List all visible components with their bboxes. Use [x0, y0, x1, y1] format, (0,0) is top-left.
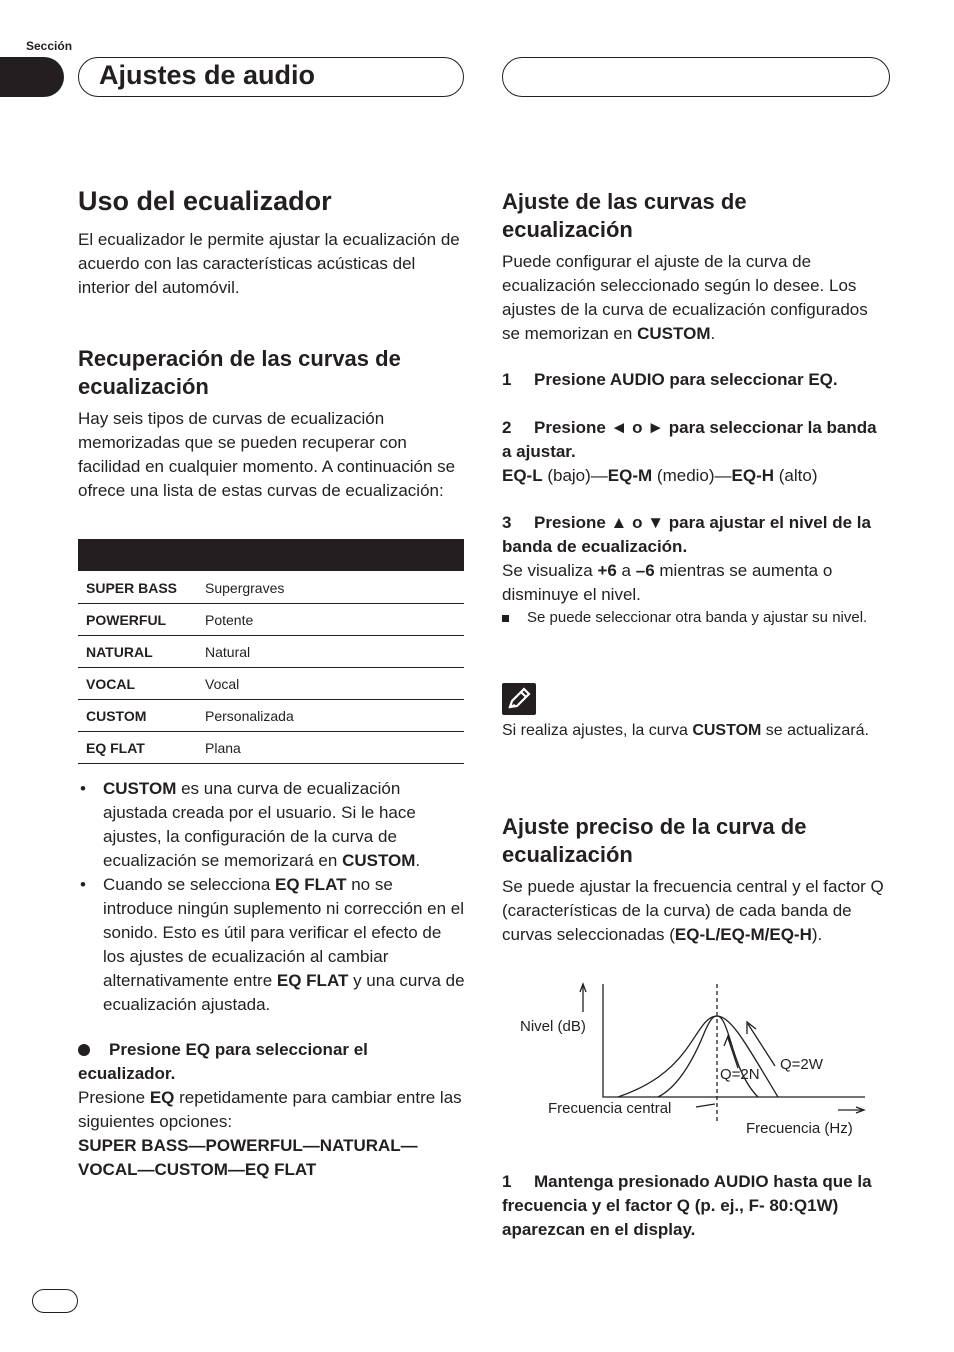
press-eq-body: Presione EQ repetidamente para cambiar entre las siguientes opciones: — [78, 1088, 462, 1131]
note-pencil-icon — [502, 683, 536, 715]
bullet-dot: • — [80, 875, 86, 894]
eq-curve-diagram — [500, 976, 900, 1146]
table-value: Supergraves — [205, 572, 464, 604]
adjust-body: Puede configurar el ajuste de la curva de ecualización seleccionado según lo desee. Los ajustes de la curva de ecualización configurados se memorizan en CUSTOM. — [502, 252, 868, 343]
notes-list — [78, 777, 466, 1017]
table-row — [78, 604, 464, 636]
table-row — [78, 668, 464, 700]
frequency-axis-label: Frecuencia (Hz) — [746, 1120, 853, 1137]
list-item: • Cuando se selecciona EQ FLAT no se introduce ningún suplemento ni corrección en el sonido. Esto es útil para verificar el efecto de los ajustes de ecualización al cambiar alternativamente entre EQ FLAT y una curva de ecualización ajustada. — [80, 875, 465, 1014]
table-row — [78, 732, 464, 764]
main-title: Uso del ecualizador — [78, 186, 332, 216]
eq-curves-table — [78, 572, 464, 764]
recall-body: Hay seis tipos de curvas de ecualización memorizadas que se pueden recuperar con facilidad en cualquier momento. A continuación se ofrece una lista de estas curvas de ecualización: — [78, 409, 456, 500]
recall-title: Recuperación de las curvas de ecualización — [78, 346, 401, 399]
section-title: Ajustes de audio — [99, 60, 316, 90]
section-label: Sección — [26, 39, 73, 53]
table-value: Natural — [205, 636, 464, 668]
adjust-title: Ajuste de las curvas de ecualización — [502, 189, 747, 242]
page-number-box — [32, 1289, 78, 1313]
table-row — [78, 636, 464, 668]
fine-body: Se puede ajustar la frecuencia central y el factor Q (características de la curva) de cada banda de curvas seleccionadas (EQ-L/EQ-M/EQ-H). — [502, 877, 884, 944]
bullet-dot: • — [80, 779, 86, 798]
step-3-note: Se puede seleccionar otra banda y ajustar su nivel. — [502, 606, 888, 630]
table-value: Potente — [205, 604, 464, 636]
header-empty-box — [502, 57, 890, 97]
table-value: Personalizada — [205, 700, 464, 732]
press-eq-block — [78, 1038, 466, 1182]
table-row — [78, 700, 464, 732]
square-bullet-icon — [502, 615, 509, 622]
table-key: EQ FLAT — [78, 732, 205, 764]
list-item: • CUSTOM es una curva de ecualización ajustada creada por el usuario. Si le hace ajustes, la configuración de la curva de ecualización se memorizará en CUSTOM. — [80, 779, 421, 870]
table-key: NATURAL — [78, 636, 205, 668]
step-final: 1 Mantenga presionado AUDIO hasta que la frecuencia y el factor Q (p. ej., F- 80:Q1W) aparezcan en el display. — [502, 1172, 872, 1239]
section-tab — [0, 57, 64, 97]
step-3: 3 Presione ▲ o ▼ para ajustar el nivel de la banda de ecualización. — [502, 513, 871, 556]
table-value: Plana — [205, 732, 464, 764]
table-row — [78, 572, 464, 604]
step-3-body: Se visualiza +6 a –6 mientras se aumenta o disminuye el nivel. — [502, 561, 833, 604]
center-frequency-label: Frecuencia central — [548, 1100, 672, 1117]
level-label: Nivel (dB) — [520, 1018, 586, 1035]
q2n-label: Q=2N — [720, 1066, 760, 1083]
step-2: 2 Presione ◄ o ► para seleccionar la banda a ajustar. — [502, 418, 877, 461]
q2w-label: Q=2W — [780, 1056, 823, 1073]
table-key: POWERFUL — [78, 604, 205, 636]
options-line-1: SUPER BASS—POWERFUL—NATURAL— — [78, 1136, 418, 1155]
bands-line: EQ-L (bajo)—EQ-M (medio)—EQ-H (alto) — [502, 466, 818, 485]
table-header — [78, 539, 464, 571]
press-eq-heading: Presione EQ para seleccionar el ecualizador. — [78, 1040, 368, 1083]
fine-title: Ajuste preciso de la curva de ecualización — [502, 814, 807, 867]
table-value: Vocal — [205, 668, 464, 700]
table-key: VOCAL — [78, 668, 205, 700]
options-line-2: VOCAL—CUSTOM—EQ FLAT — [78, 1160, 317, 1179]
step-1: 1 Presione AUDIO para seleccionar EQ. — [502, 370, 838, 389]
section-title-box — [78, 57, 464, 97]
filled-circle-icon — [78, 1044, 90, 1056]
intro-text: El ecualizador le permite ajustar la ecualización de acuerdo con las características acústicas del interior del automóvil. — [78, 230, 460, 297]
note-text: Si realiza ajustes, la curva CUSTOM se actualizará. — [502, 722, 869, 739]
table-key: SUPER BASS — [78, 572, 205, 604]
table-key: CUSTOM — [78, 700, 205, 732]
